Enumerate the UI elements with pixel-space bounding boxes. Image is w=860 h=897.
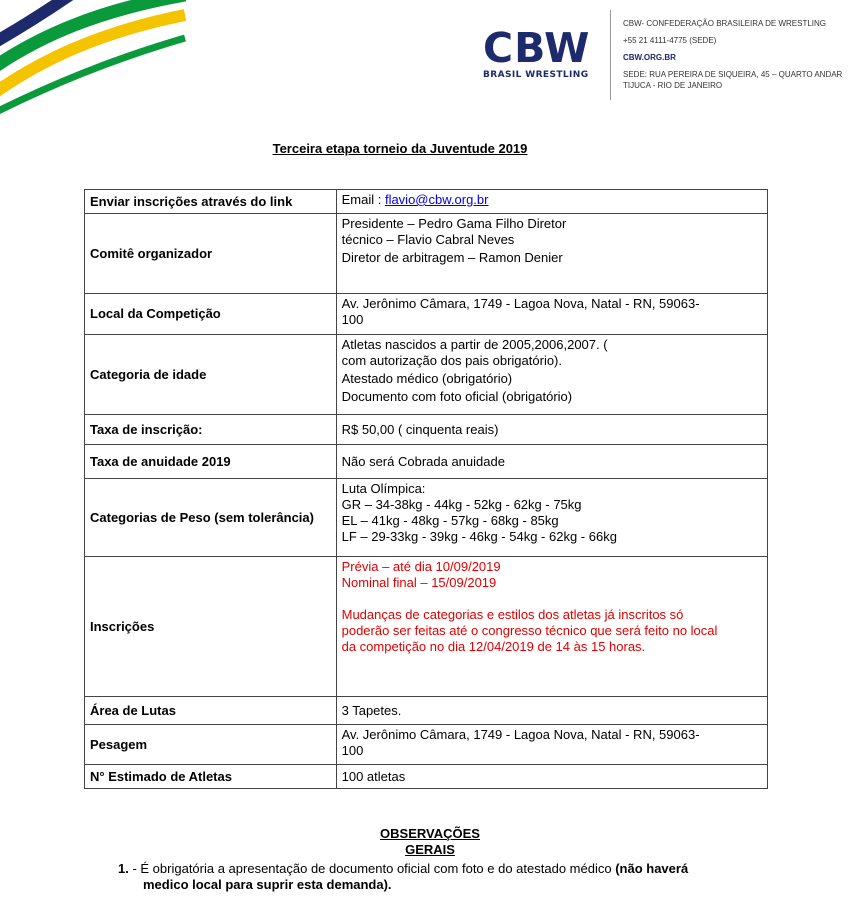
table-row [85, 294, 768, 335]
row-value [336, 479, 767, 557]
value-line: Mudanças de categorias e estilos dos atletas já inscritos só [341, 607, 684, 622]
logo-tagline: BRASIL WRESTLING [483, 70, 589, 80]
org-name: CBW- CONFEDERAÇÃO BRASILEIRA DE WRESTLING [623, 19, 826, 28]
table-row [85, 765, 768, 789]
header-divider [610, 10, 611, 100]
row-value [336, 725, 767, 765]
org-address-line2: TIJUCA - RIO DE JANEIRO [623, 81, 723, 90]
row-value [336, 214, 767, 294]
value-line: Luta Olímpica: [341, 481, 426, 496]
value-line: Nominal final – 15/09/2019 [341, 575, 497, 590]
org-address-line1: SEDE: RUA PEREIRA DE SIQUEIRA, 45 – QUARTO ANDAR [623, 70, 843, 79]
row-label: Categorias de Peso (sem tolerância) [85, 479, 337, 557]
item-number: 1. [118, 861, 129, 876]
item-continuation: medico local para suprir esta demanda). [143, 877, 392, 892]
table-row [85, 557, 768, 697]
table-row [85, 697, 768, 725]
value-line: GR – 34-38kg - 44kg - 52kg - 62kg - 75kg [341, 497, 582, 512]
value-line: 100 [341, 312, 364, 327]
heading-line: GERAIS [405, 842, 455, 857]
value-line: com autorização dos pais obrigatório). [341, 353, 562, 368]
email-prefix: Email : [341, 192, 385, 207]
value-line: Atletas nascidos a partir de 2005,2006,2007. ( [341, 337, 608, 352]
row-label: Taxa de anuidade 2019 [85, 445, 337, 479]
table-row [85, 445, 768, 479]
row-label: Pesagem [85, 725, 337, 765]
row-value [336, 294, 767, 335]
value-line: Av. Jerônimo Câmara, 1749 - Lagoa Nova, Natal - RN, 59063- [341, 296, 700, 311]
value-line: LF – 29-33kg - 39kg - 46kg - 54kg - 62kg - 66kg [341, 529, 617, 544]
logo-wordmark: CBW [483, 24, 591, 72]
table-row [85, 335, 768, 415]
row-label: Área de Lutas [85, 697, 337, 725]
row-label: Taxa de inscrição: [85, 415, 337, 445]
value-line: Av. Jerônimo Câmara, 1749 - Lagoa Nova, Natal - RN, 59063- [341, 727, 700, 742]
table-row [85, 190, 768, 214]
value-line: EL – 41kg - 48kg - 57kg - 68kg - 85kg [341, 513, 559, 528]
row-label: Inscrições [85, 557, 337, 697]
header-contact-info [623, 18, 843, 91]
value-line: técnico – Flavio Cabral Neves [341, 232, 515, 247]
row-value [336, 190, 767, 214]
table-row [85, 479, 768, 557]
table-row [85, 214, 768, 294]
row-label: N° Estimado de Atletas [85, 765, 337, 789]
org-website: CBW.ORG.BR [623, 53, 676, 62]
row-value: R$ 50,00 ( cinquenta reais) [336, 415, 767, 445]
email-link[interactable]: flavio@cbw.org.br [384, 192, 489, 207]
row-label: Comitê organizador [85, 214, 337, 294]
blank-line [342, 591, 763, 607]
document-title: Terceira etapa torneio da Juventude 2019 [272, 141, 528, 156]
value-line: Diretor de arbitragem – Ramon Denier [341, 250, 563, 265]
row-value [336, 335, 767, 415]
value-line: Prévia – até dia 10/09/2019 [341, 559, 501, 574]
value-line: da competição no dia 12/04/2019 de 14 às 15 horas. [341, 639, 646, 654]
brand-stripes-decoration [0, 0, 180, 115]
table-row [85, 415, 768, 445]
row-value [336, 557, 767, 697]
event-info-table [84, 189, 768, 789]
value-line: 100 [341, 743, 364, 758]
item-text: - É obrigatória a apresentação de documento oficial com foto e do atestado médico [128, 861, 616, 876]
cbw-logo [483, 26, 595, 80]
observacao-item [118, 861, 758, 893]
row-label: Enviar inscrições através do link [85, 190, 337, 214]
value-line: Atestado médico (obrigatório) [341, 371, 513, 386]
item-bold-text: (não haverá [615, 861, 689, 876]
table-row [85, 725, 768, 765]
row-value: 100 atletas [336, 765, 767, 789]
value-line: Presidente – Pedro Gama Filho Diretor [341, 216, 567, 231]
value-line: poderão ser feitas até o congresso técnico que será feito no local [341, 623, 718, 638]
value-line: Documento com foto oficial (obrigatório) [341, 389, 573, 404]
row-label: Categoria de idade [85, 335, 337, 415]
heading-line: OBSERVAÇÕES [380, 826, 480, 841]
row-value: 3 Tapetes. [336, 697, 767, 725]
row-label: Local da Competição [85, 294, 337, 335]
row-value: Não será Cobrada anuidade [336, 445, 767, 479]
org-phone: +55 21 4111-4775 (SEDE) [623, 36, 717, 45]
observacoes-heading [0, 826, 860, 858]
